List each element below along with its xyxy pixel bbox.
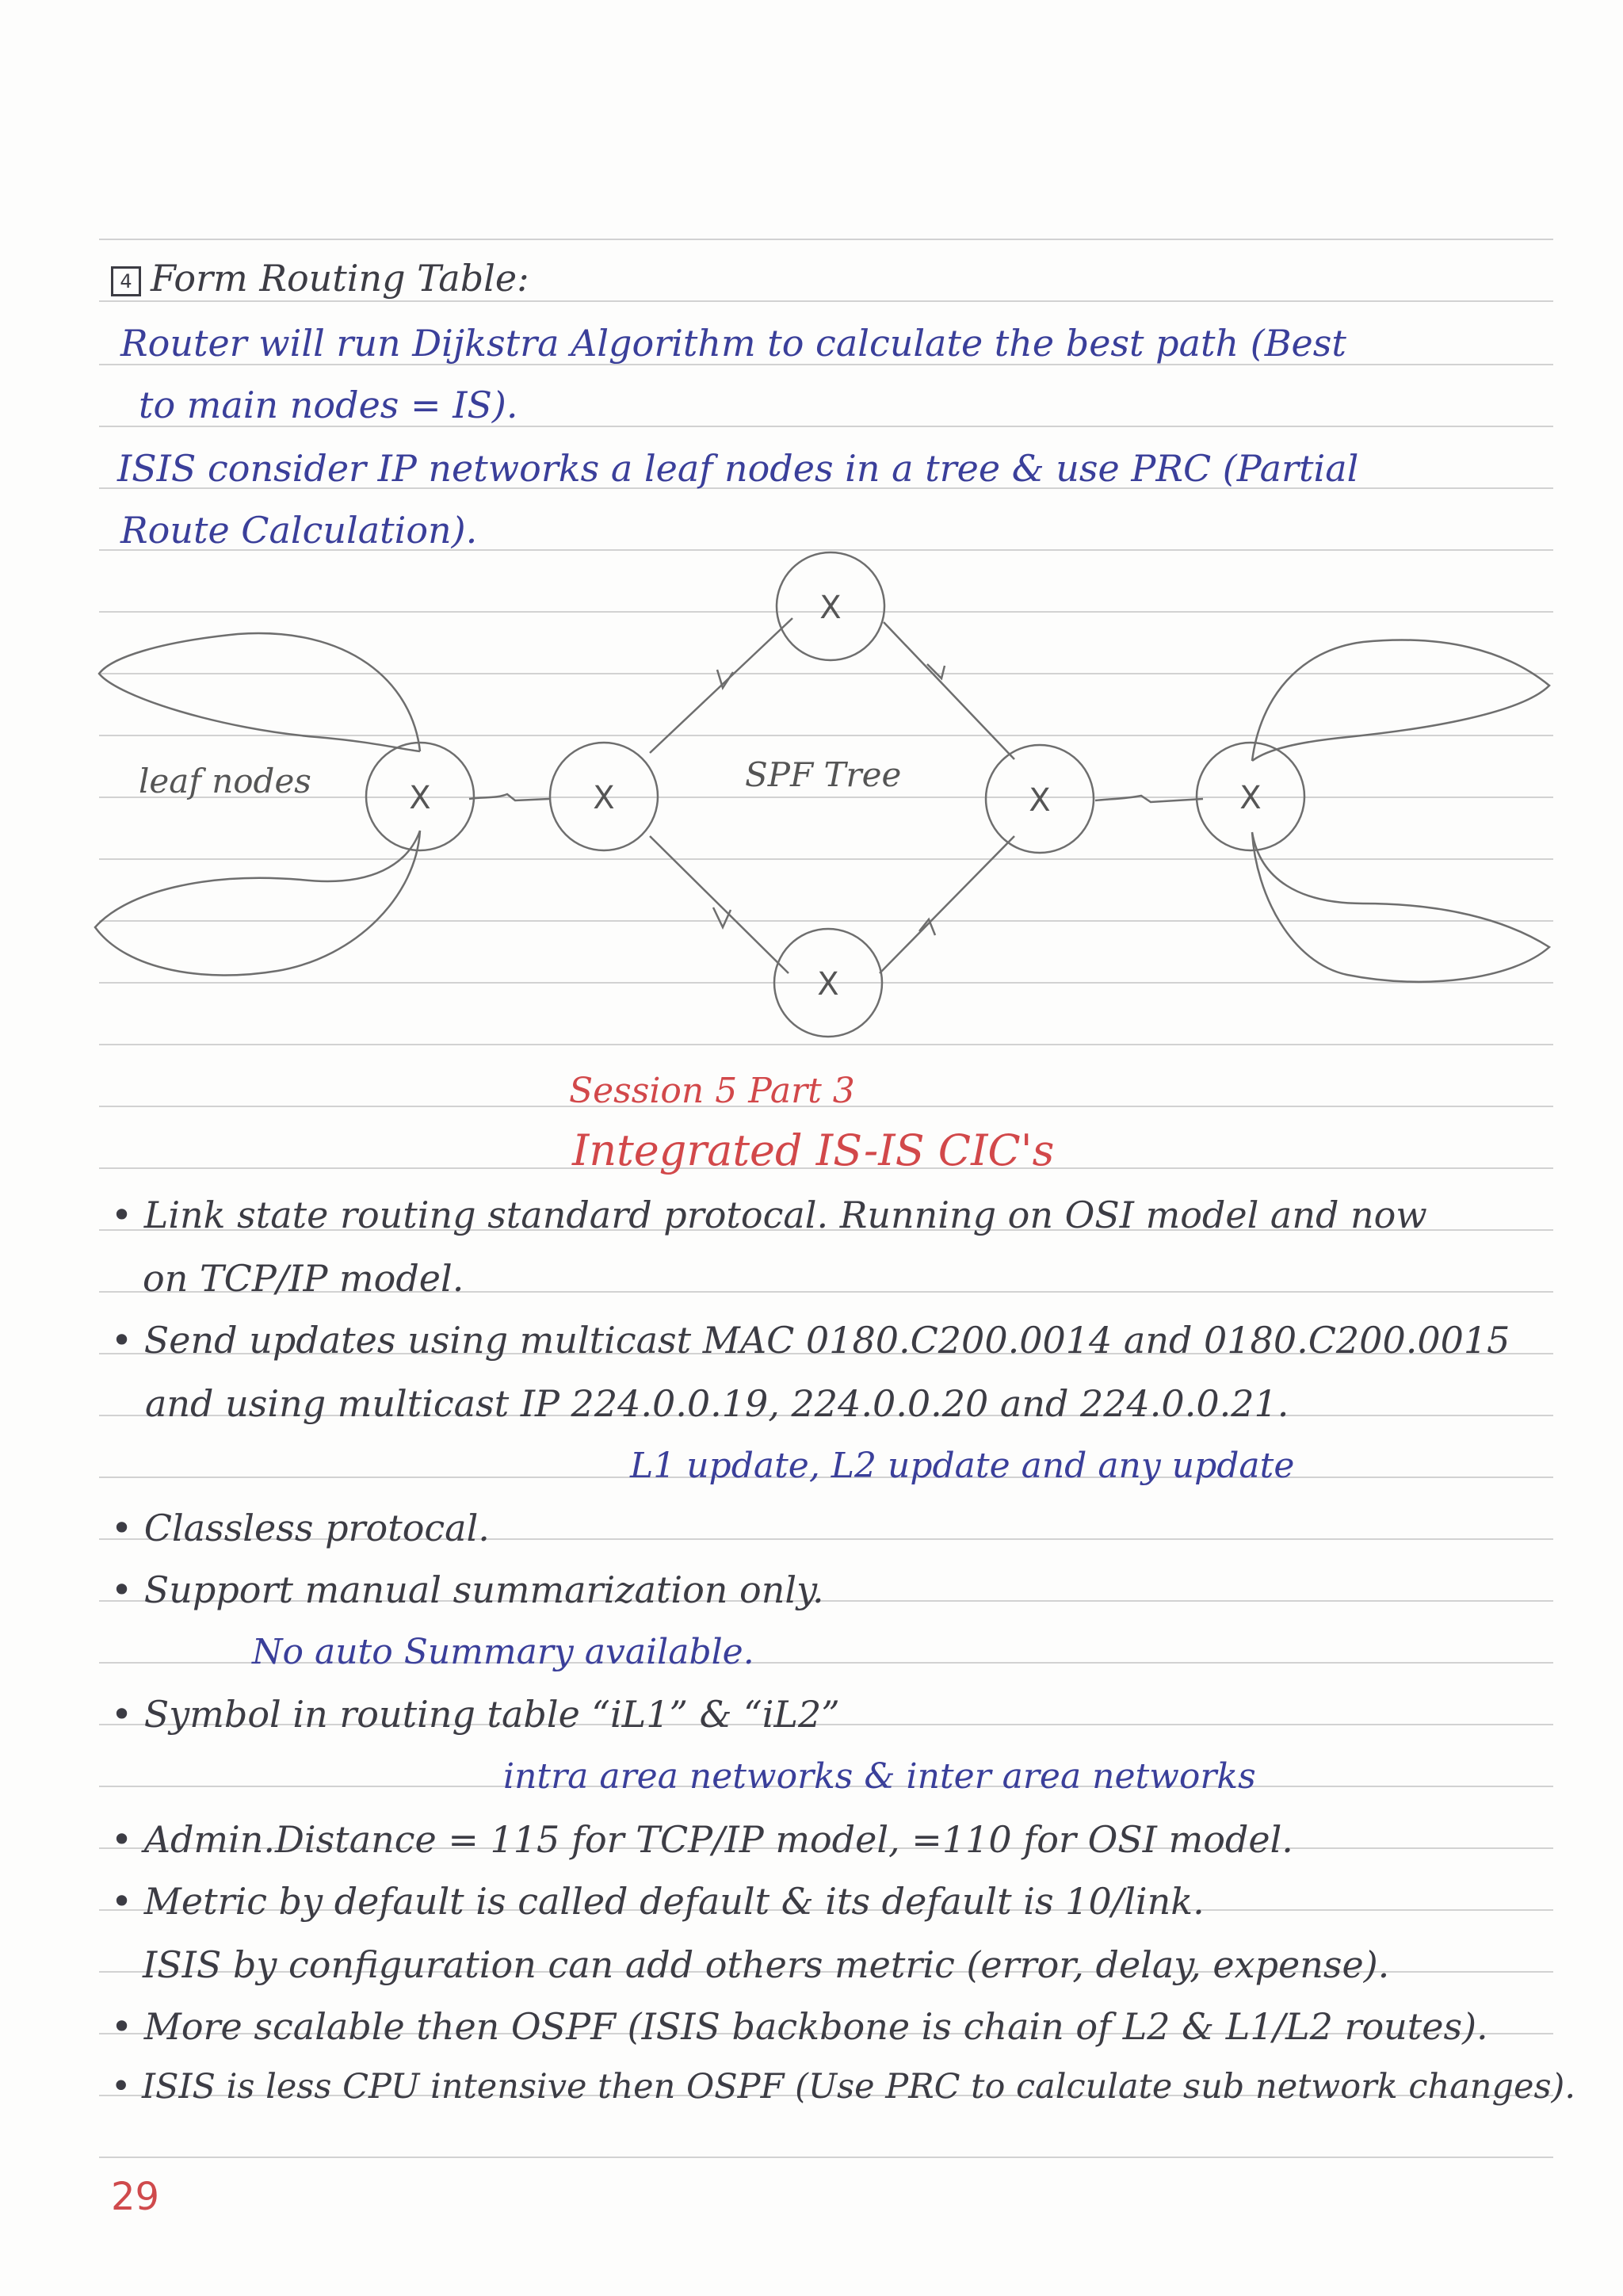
routing-para1-line1: Router will run Dijkstra Algorithm to calculate the best path (Best bbox=[120, 322, 1346, 365]
bullet-9-text: ISIS is less CPU intensive then OSPF (Use PRC to calculate sub network changes). bbox=[142, 2067, 1575, 2107]
bullet-6: • Admin.Distance = 115 for TCP/IP model, =110 for OSI model. bbox=[111, 1818, 1293, 1861]
bullet-6-text: Admin.Distance = 115 for TCP/IP model, =110 for OSI model. bbox=[143, 1818, 1293, 1861]
bullet-1-line1: • Link state routing standard protocal. Running on OSI model and now bbox=[111, 1194, 1427, 1236]
bullet-2-note: L1 update, L2 update and any update bbox=[630, 1446, 1295, 1486]
bullet-2-line2: and using multicast IP 224.0.0.19, 224.0.0.20 and 224.0.0.21. bbox=[145, 1382, 1289, 1425]
node-x-3: X bbox=[819, 590, 842, 626]
bullet-8-text: More scalable then OSPF (ISIS backbone is chain of L2 & L1/L2 routes). bbox=[143, 2005, 1488, 2048]
bullet-7-line1: • Metric by default is called default & its default is 10/link. bbox=[111, 1880, 1205, 1923]
bullet-1-line2: on TCP/IP model. bbox=[143, 1257, 464, 1300]
routing-para2-line2: Route Calculation). bbox=[120, 509, 478, 552]
bullet-5-note: intra area networks & inter area networks bbox=[503, 1756, 1256, 1797]
bullet-2-line1: • Send updates using multicast MAC 0180.C200.0014 and 0180.C200.0015 bbox=[111, 1319, 1510, 1362]
bullet-7-text: Metric by default is called default & its default is 10/link. bbox=[143, 1880, 1205, 1923]
bullet-4-text: Support manual summarization only. bbox=[143, 1568, 824, 1611]
bullet-9: • ISIS is less CPU intensive then OSPF (Use PRC to calculate sub network changes). bbox=[111, 2067, 1575, 2107]
leaf-nodes-label: leaf nodes bbox=[139, 762, 311, 800]
bullet-3: • Classless protocal. bbox=[111, 1507, 490, 1549]
spf-tree-label: SPF Tree bbox=[745, 755, 902, 794]
session-subtitle: Session 5 Part 3 bbox=[569, 1071, 855, 1111]
routing-heading bbox=[111, 257, 529, 300]
bullet-5: • Symbol in routing table “iL1” & “iL2” bbox=[111, 1693, 840, 1736]
bullet-5-text: Symbol in routing table “iL1” & “iL2” bbox=[143, 1693, 840, 1736]
bullet-2-text: Send updates using multicast MAC 0180.C200.0014 and 0180.C200.0015 bbox=[143, 1319, 1510, 1362]
bullet-7-line2: ISIS by configuration can add others metric (error, delay, expense). bbox=[143, 1943, 1390, 1986]
bullet-4: • Support manual summarization only. bbox=[111, 1568, 824, 1611]
node-x-5: X bbox=[1029, 782, 1051, 819]
bullet-1-text: Link state routing standard protocal. Running on OSI model and now bbox=[143, 1194, 1427, 1236]
bullet-8: • More scalable then OSPF (ISIS backbone is chain of L2 & L1/L2 routes). bbox=[111, 2005, 1488, 2048]
routing-para1-line2: to main nodes = IS). bbox=[139, 384, 518, 426]
section-number-box: 4 bbox=[111, 266, 141, 296]
node-x-2: X bbox=[593, 780, 615, 816]
node-x-4: X bbox=[817, 966, 839, 1003]
bullet-3-text: Classless protocal. bbox=[143, 1507, 490, 1549]
page-number: 29 bbox=[111, 2175, 160, 2219]
session-title: Integrated IS-IS CIC's bbox=[572, 1125, 1055, 1175]
node-x-6: X bbox=[1239, 780, 1262, 816]
bullet-4-note: No auto Summary available. bbox=[252, 1632, 754, 1672]
node-x-1: X bbox=[409, 780, 431, 816]
routing-para2-line1: ISIS consider IP networks a leaf nodes in a tree & use PRC (Partial bbox=[117, 447, 1359, 490]
routing-heading-text: Form Routing Table: bbox=[151, 257, 529, 300]
